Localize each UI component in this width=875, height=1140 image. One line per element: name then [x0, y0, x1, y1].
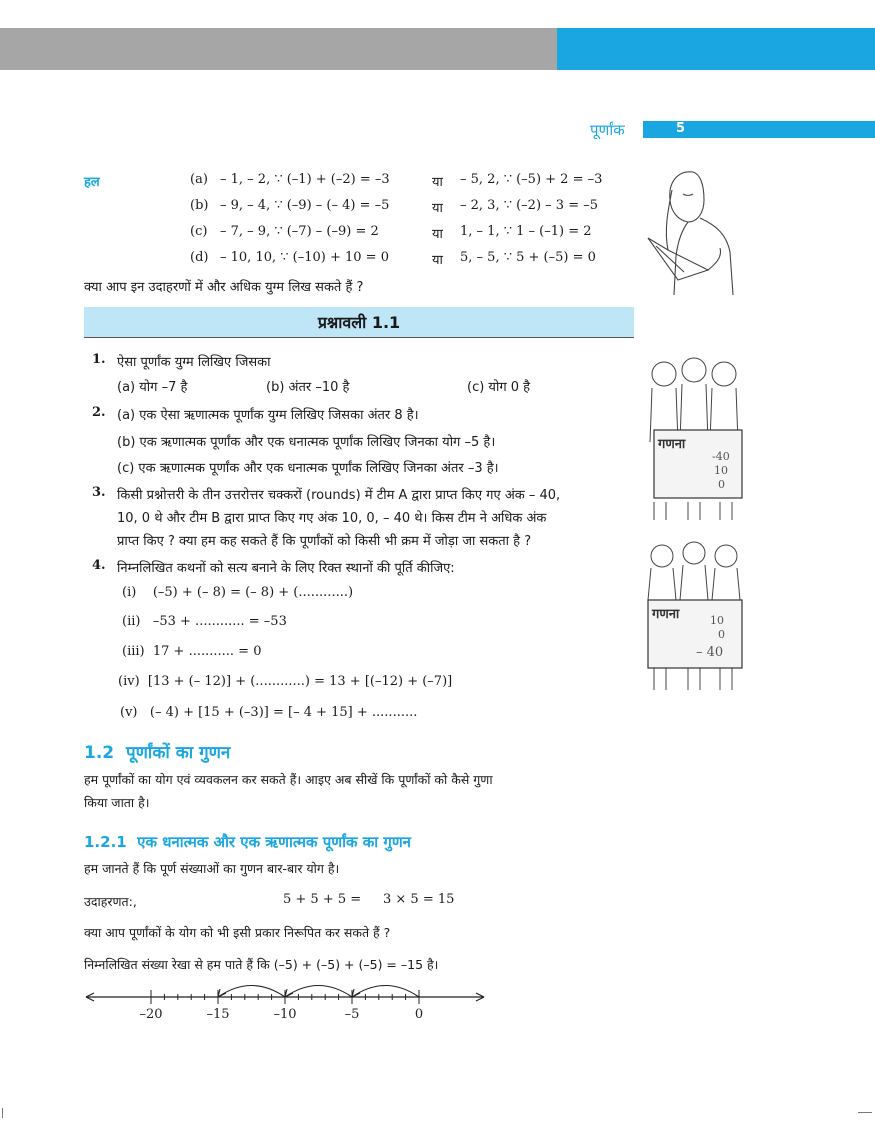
solution-row-a-or: या: [432, 175, 443, 190]
q2-part-a: (a) एक ऐसा ऋणात्मक पूर्णांक युग्म लिखिए जिसका अंतर 8 है।: [117, 408, 419, 423]
number-line-jump-arc: [285, 986, 352, 998]
section-1-2-para-line1: हम पूर्णांकों का योग एवं व्यवकलन कर सकते हैं। आइए अब सीखें कि पूर्णांकों को कैसे गुणा: [84, 772, 493, 787]
solution-question: क्या आप इन उदाहरणों में और अधिक युग्म लिख सकते हैं ?: [84, 280, 364, 295]
top-banner-blue: [557, 28, 875, 70]
q4-item-v: (v) (– 4) + [15 + (–3)] = [– 4 + 15] + ...........: [120, 705, 418, 720]
example-sum: 5 + 5 + 5 =: [283, 892, 362, 907]
q3-line2: 10, 0 थे और टीम B द्वारा प्राप्त किए गए अंक 10, 0, – 40 थे। किस टीम ने अधिक अंक: [117, 511, 547, 526]
example-label: उदाहरणत:,: [84, 894, 137, 909]
solution-row-c: (c): [190, 224, 208, 239]
sign2-label: गणना: [652, 607, 680, 622]
section-1-2-para-line2: किया जाता है।: [84, 795, 150, 810]
q4-item-i: (i) (–5) + (– 8) = (– 8) + (............): [122, 585, 354, 600]
sign1-label: गणना: [658, 437, 686, 452]
margin-mark-left: [2, 1108, 3, 1118]
solution-row-c-or: या: [432, 227, 443, 242]
top-banner-gray: [0, 28, 557, 70]
section-1-2-1-number: 1.2.1: [84, 833, 127, 851]
number-line-label: –5: [344, 1007, 360, 1022]
solution-row-b: (b): [190, 198, 209, 213]
solution-row-a-right: – 5, 2, ∵ (–5) + 2 = –3: [460, 172, 603, 187]
solution-row-d: (d): [190, 250, 209, 265]
solution-label: हल: [84, 175, 100, 190]
sign1-number-3: 0: [718, 478, 725, 491]
solution-row-a-left: – 1, – 2, ∵ (–1) + (–2) = –3: [220, 172, 390, 187]
solution-row-d-or: या: [432, 253, 443, 268]
q3-line3: प्राप्त किए ? क्या हम कह सकते हैं कि पूर्णांकों को किसी भी क्रम में जोड़ा जा सकता है ?: [117, 534, 532, 549]
number-line-jump-arrowhead: [218, 989, 226, 997]
q1-number: 1.: [92, 352, 106, 367]
number-line-label: –15: [206, 1007, 230, 1022]
q1-option-c: (c) योग 0 है: [467, 380, 531, 395]
sign1-number-2: 10: [714, 464, 728, 477]
section-1-2-1-line1: हम जानते हैं कि पूर्ण संख्याओं का गुणन बार-बार योग है।: [84, 861, 340, 876]
exercise-title: प्रश्नावली 1.1: [317, 313, 401, 332]
section-1-2-1-line4: निम्नलिखित संख्या रेखा से हम पाते हैं कि (–5) + (–5) + (–5) = –15 है।: [84, 957, 439, 972]
section-1-2-1-title: एक धनात्मक और एक ऋणात्मक पूर्णांक का गुणन: [137, 833, 411, 851]
q2-number: 2.: [92, 405, 106, 420]
section-1-2-1-line3: क्या आप पूर्णांकों के योग को भी इसी प्रकार निरूपित कर सकते हैं ?: [84, 925, 391, 940]
solution-row-d-left: – 10, 10, ∵ (–10) + 10 = 0: [220, 250, 389, 265]
number-line-jump-arrowhead: [352, 989, 360, 997]
sign2-number-3: – 40: [696, 645, 724, 660]
example-product: 3 × 5 = 15: [383, 892, 455, 907]
q1-option-a: (a) योग –7 है: [117, 380, 188, 395]
q3-line1: किसी प्रश्नोत्तरी के तीन उत्तरोत्तर चक्करों (rounds) में टीम A द्वारा प्राप्त किए गए अंक – 40,: [117, 488, 561, 503]
q4-number: 4.: [92, 558, 106, 573]
q4-item-iii: (iii) 17 + ........... = 0: [122, 644, 262, 659]
q2-part-c: (c) एक ऋणात्मक पूर्णांक और एक धनात्मक पूर्णांक लिखिए जिनका अंतर –3 है।: [117, 461, 499, 476]
number-line-jump-arc: [218, 986, 285, 998]
solution-row-a: [190, 172, 208, 187]
solution-row-c-left: – 7, – 9, ∵ (–7) – (–9) = 2: [220, 224, 379, 239]
q4-item-iv: (iv) [13 + (– 12)] + (............) = 13 + [(–12) + (–7)]: [118, 674, 453, 689]
solution-row-d-right: 5, – 5, ∵ 5 + (–5) = 0: [460, 250, 596, 265]
section-1-2-1-heading: [84, 832, 411, 852]
number-line: [80, 970, 500, 1030]
section-1-2-number: 1.2: [84, 743, 115, 763]
q1-option-b: (b) अंतर –10 है: [266, 380, 350, 395]
q2-part-b: (b) एक ऋणात्मक पूर्णांक और एक धनात्मक पूर्णांक लिखिए जिनका योग –5 है।: [117, 435, 496, 450]
sign2-number-2: 0: [718, 628, 725, 641]
q4-item-ii: (ii) –53 + ............ = –53: [122, 614, 287, 629]
margin-mark-right: [858, 1112, 872, 1113]
q4-text: निम्नलिखित कथनों को सत्य बनाने के लिए रिक्त स्थानों की पूर्ति कीजिए:: [117, 561, 455, 576]
section-1-2-title: पूर्णांकों का गुणन: [125, 743, 231, 763]
number-line-jump-arc: [352, 986, 419, 998]
children-with-sign-illustration-1: [642, 352, 747, 522]
number-line-jump-arrowhead: [285, 989, 293, 997]
q3-number: 3.: [92, 485, 106, 500]
solution-row-b-or: या: [432, 201, 443, 216]
row-tag: (a): [190, 172, 208, 187]
section-1-2-heading: [84, 740, 230, 763]
solution-row-c-right: 1, – 1, ∵ 1 – (–1) = 2: [460, 224, 592, 239]
solution-row-b-left: – 9, – 4, ∵ (–9) – (– 4) = –5: [220, 198, 390, 213]
number-line-label: –20: [139, 1007, 163, 1022]
number-line-label: –10: [273, 1007, 297, 1022]
solution-row-b-right: – 2, 3, ∵ (–2) – 3 = –5: [460, 198, 598, 213]
children-with-sign-illustration-2: [642, 538, 747, 693]
q1-text: ऐसा पूर्णांक युग्म लिखिए जिसका: [117, 355, 271, 370]
sign2-number-1: 10: [710, 614, 724, 627]
chapter-title: पूर्णांक: [590, 121, 625, 139]
girl-reading-illustration: [638, 160, 748, 300]
sign1-number-1: -40: [712, 450, 730, 463]
page-number: 5: [676, 121, 686, 136]
number-line-label: 0: [414, 1007, 424, 1022]
